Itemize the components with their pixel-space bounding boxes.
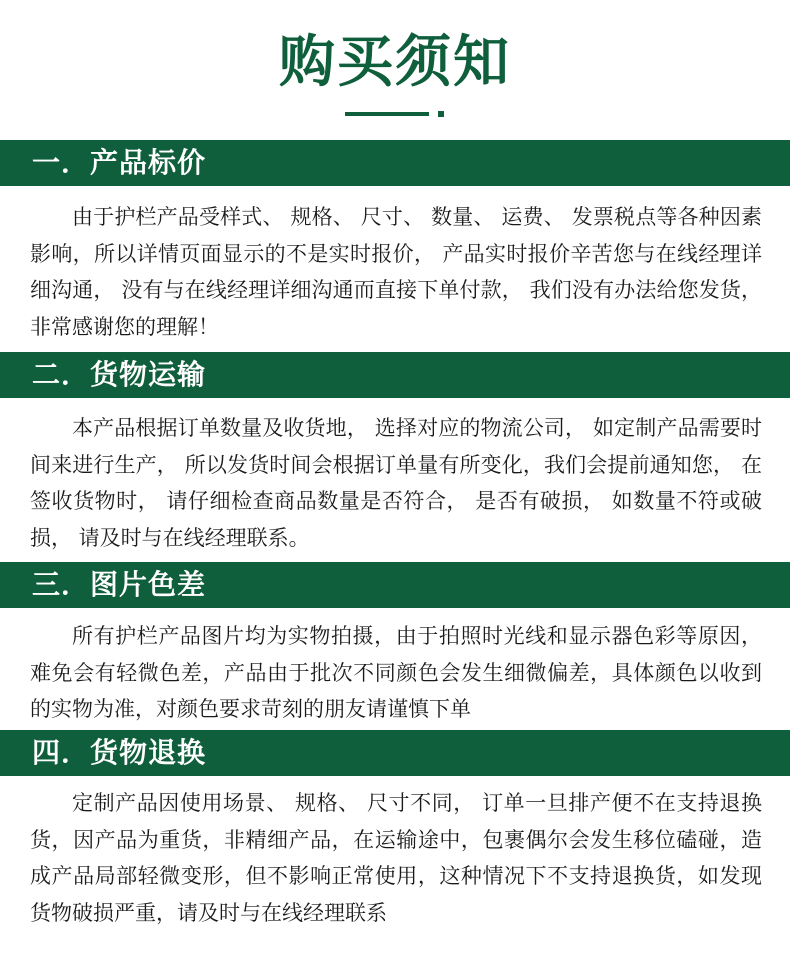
section-heading: 四．货物退换	[32, 736, 207, 769]
section-heading: 二．货物运输	[32, 358, 207, 391]
section-heading: 三．图片色差	[32, 568, 207, 601]
section-header-returns	[0, 730, 790, 776]
section-body-returns: 定制产品因使用场景、 规格、 尺寸不同， 订单一旦排产便不在支持退换货，因产品为重货，非精细产品，在运输途中，包裹偶尔会发生移位磕碰，造成产品局部轻微变形，但不影响正常使用，这种情况下不支持退换货，如发现货物破损严重，请及时与在线经理联系	[30, 791, 762, 925]
section-body-color-difference: 所有护栏产品图片均为实物拍摄，由于拍照时光线和显示器色彩等原因，难免会有轻微色差，产品由于批次不同颜色会发生细微偏差，具体颜色以收到的实物为准，对颜色要求苛刻的朋友请谨慎下单	[30, 624, 762, 721]
page-title: 购买须知	[279, 30, 511, 95]
title-underline-dot	[438, 111, 444, 117]
title-block	[0, 0, 790, 140]
section-header-pricing	[0, 140, 790, 186]
section-body-pricing: 由于护栏产品受样式、 规格、 尺寸、 数量、 运费、 发票税点等各种因素影响，所以详情页面显示的不是实时报价， 产品实时报价辛苦您与在线经理详细沟通， 没有与在线经理详细沟通而直接下单付款， 我们没有办法给您发货， 非常感谢您的理解！	[30, 205, 762, 339]
title-underline	[345, 112, 429, 116]
section-header-color-difference	[0, 562, 790, 608]
section-heading: 一．产品标价	[32, 146, 207, 179]
section-header-shipping	[0, 352, 790, 398]
section-body-shipping: 本产品根据订单数量及收货地， 选择对应的物流公司， 如定制产品需要时间来进行生产， 所以发货时间会根据订单量有所变化，我们会提前通知您， 在签收货物时， 请仔细检查商品数量是否符合， 是否有破损， 如数量不符或破损， 请及时与在线经理联系。	[30, 416, 762, 550]
